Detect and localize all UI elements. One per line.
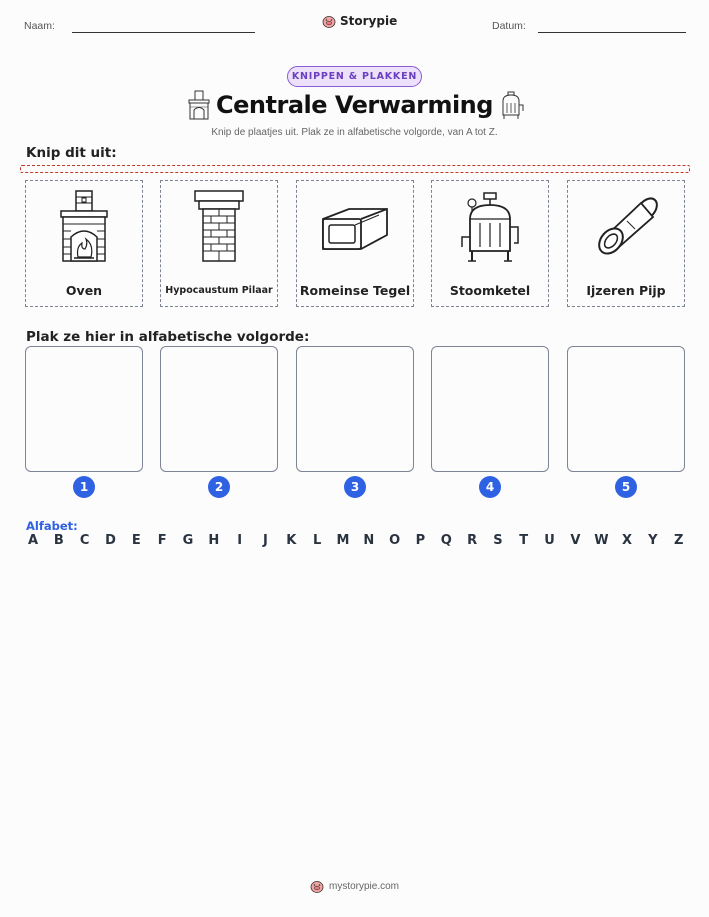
alphabet-letter: K <box>286 533 297 548</box>
number-badge: 3 <box>344 476 366 498</box>
hollow-tile-icon <box>319 197 391 257</box>
alphabet-letter: B <box>53 533 64 548</box>
alphabet-letter: G <box>182 533 194 548</box>
alphabet-letter: A <box>27 533 39 548</box>
instructions: Knip de plaatjes uit. Plak ze in alfabetische volgorde, van A tot Z. <box>211 127 498 138</box>
alphabet-letter: R <box>467 533 478 548</box>
alphabet-letter: T <box>519 533 529 548</box>
alphabet-letter: C <box>79 533 90 548</box>
card-label: Hypocaustum Pilaar <box>165 285 273 296</box>
name-label: Naam: <box>24 20 55 32</box>
footer <box>0 880 709 893</box>
brand-name: Storypie <box>340 14 398 28</box>
cut-card-hypocaustum-pilaar[interactable] <box>160 180 278 307</box>
alphabet-letter: P <box>415 533 426 548</box>
number-badge: 1 <box>73 476 95 498</box>
alphabet-label: Alfabet: <box>26 519 78 533</box>
alphabet-letter: I <box>237 533 243 548</box>
cut-heading: Knip dit uit: <box>26 145 117 161</box>
alphabet-row <box>26 533 686 548</box>
footer-url[interactable]: mystorypie.com <box>328 881 399 892</box>
alphabet-letter: E <box>131 533 141 548</box>
card-label: Oven <box>65 283 103 298</box>
card-label: Romeinse Tegel <box>299 283 411 298</box>
date-line[interactable] <box>538 32 686 33</box>
pig-icon <box>310 880 324 893</box>
alphabet-letter: X <box>622 533 633 548</box>
paste-box-1[interactable] <box>25 346 143 472</box>
alphabet-letter: U <box>544 533 555 548</box>
pig-icon <box>322 15 336 28</box>
paste-box-2[interactable] <box>160 346 278 472</box>
fireplace-icon <box>54 189 114 265</box>
iron-pipe-icon <box>591 195 661 255</box>
number-badge: 5 <box>615 476 637 498</box>
paste-box-5[interactable] <box>567 346 685 472</box>
paste-box-4[interactable] <box>431 346 549 472</box>
number-badge: 4 <box>479 476 501 498</box>
alphabet-letter: J <box>263 533 268 548</box>
steam-boiler-icon <box>458 189 522 265</box>
alphabet-letter: N <box>363 533 375 548</box>
number-badge: 2 <box>208 476 230 498</box>
cut-card-oven[interactable] <box>25 180 143 307</box>
cut-card-romeinse-tegel[interactable] <box>296 180 414 307</box>
paste-heading: Plak ze hier in alfabetische volgorde: <box>26 329 310 345</box>
brand-logo <box>322 14 397 28</box>
alphabet-letter: H <box>208 533 220 548</box>
date-label: Datum: <box>492 20 526 32</box>
alphabet-letter: Y <box>648 533 658 548</box>
name-line[interactable] <box>72 32 255 33</box>
card-label: Stoomketel <box>449 283 531 298</box>
activity-badge: KNIPPEN & PLAKKEN <box>287 66 422 87</box>
alphabet-letter: Z <box>673 533 684 548</box>
alphabet-letter: V <box>570 533 581 548</box>
steam-boiler-icon <box>498 89 524 121</box>
alphabet-letter: Q <box>440 533 452 548</box>
alphabet-letter: M <box>336 533 350 548</box>
card-label: Ijzeren Pijp <box>586 283 666 298</box>
cut-card-stoomketel[interactable] <box>431 180 549 307</box>
alphabet-letter: S <box>493 533 503 548</box>
page-title: Centrale Verwarming <box>216 91 493 119</box>
alphabet-letter: F <box>157 533 167 548</box>
alphabet-letter: O <box>389 533 401 548</box>
alphabet-letter: W <box>594 533 609 548</box>
alphabet-letter: L <box>312 533 322 548</box>
alphabet-letter: D <box>105 533 116 548</box>
cut-line <box>20 165 690 173</box>
paste-box-3[interactable] <box>296 346 414 472</box>
brick-pillar-icon <box>191 189 247 265</box>
cut-card-ijzeren-pijp[interactable] <box>567 180 685 307</box>
